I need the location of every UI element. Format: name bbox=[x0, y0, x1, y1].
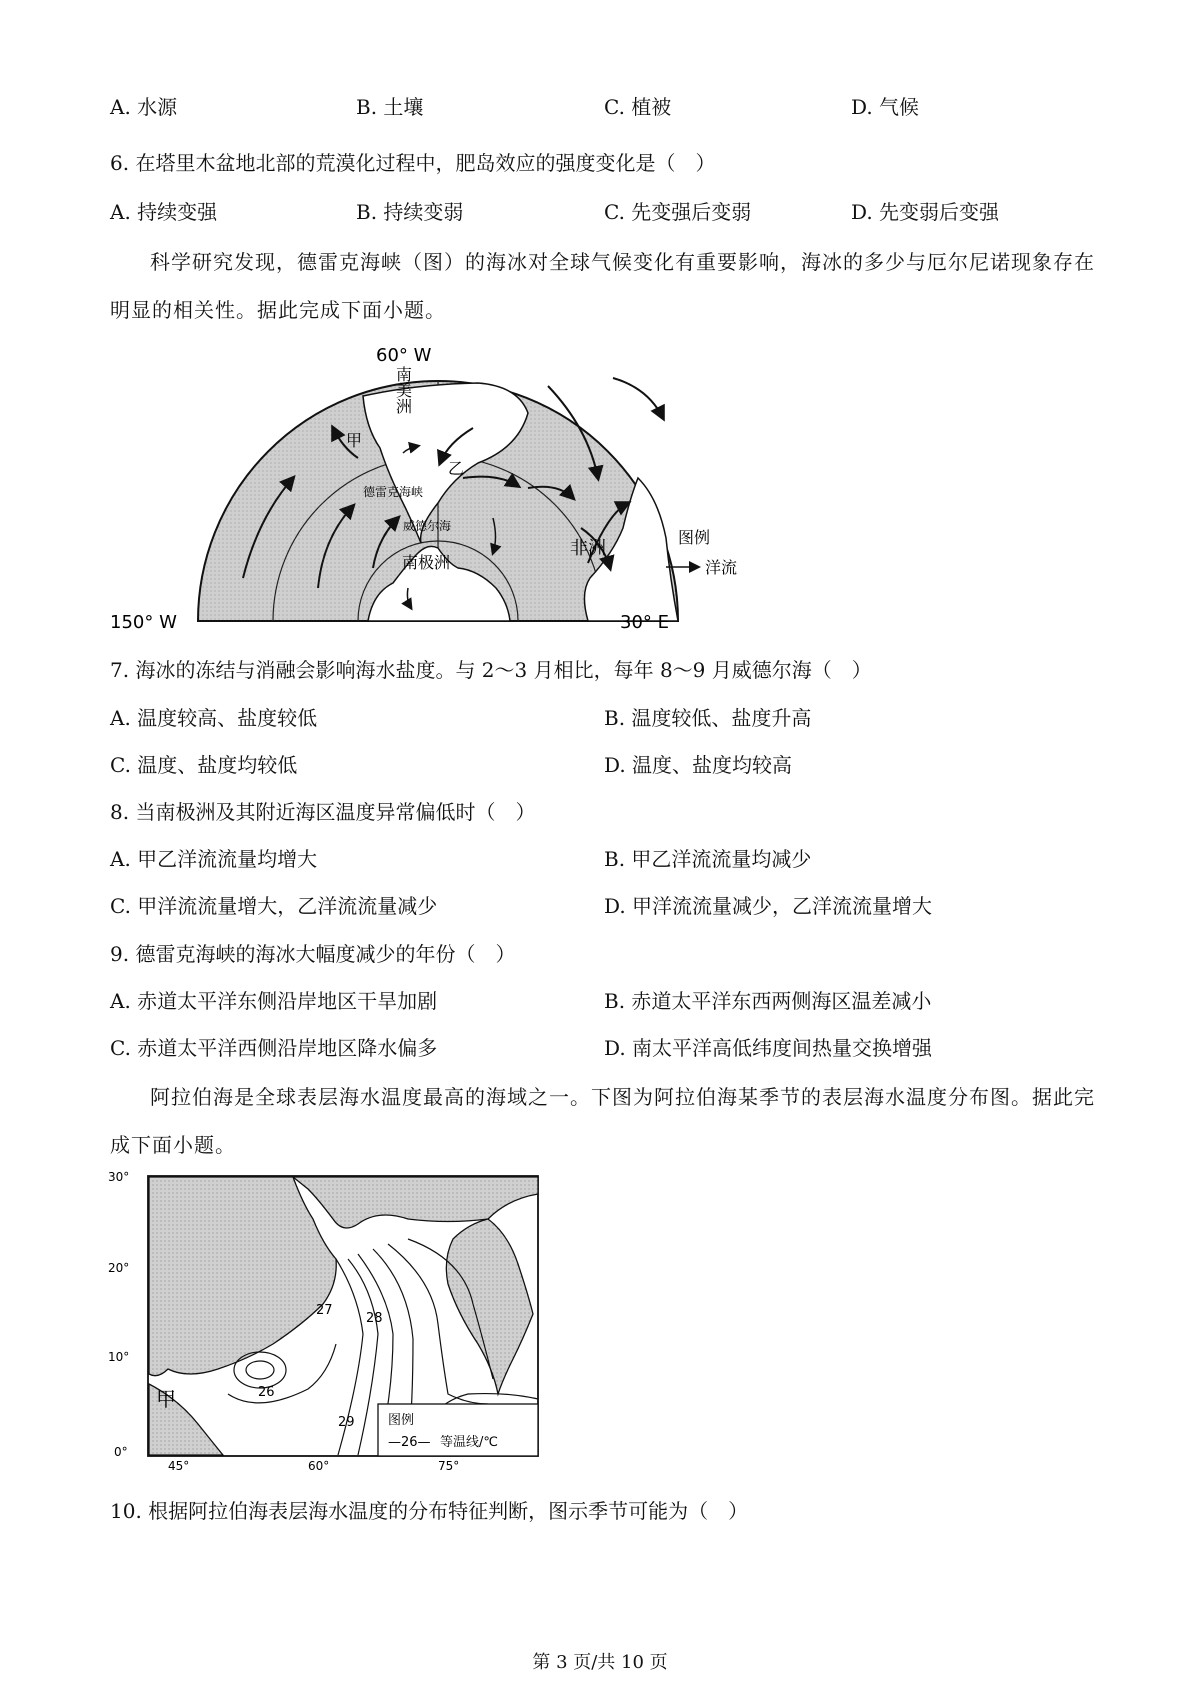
q6-option-d: D. 先变弱后变强 bbox=[851, 200, 1000, 224]
q8-option-b: B. 甲乙洋流流量均减少 bbox=[604, 847, 812, 871]
label-60w: 60° W bbox=[376, 345, 432, 366]
lat-30: 30° bbox=[108, 1170, 130, 1184]
lat-20: 20° bbox=[108, 1261, 130, 1275]
q6-option-a: A. 持续变强 bbox=[110, 200, 218, 224]
lon-60: 60° bbox=[308, 1459, 330, 1473]
q6-option-c: C. 先变强后变弱 bbox=[604, 200, 752, 224]
drake-passage-map bbox=[110, 338, 838, 633]
label-drake-passage: 德雷克海峡 bbox=[363, 485, 424, 499]
lon-75: 75° bbox=[438, 1459, 460, 1473]
lon-45: 45° bbox=[168, 1459, 190, 1473]
intro-paragraph-1: 科学研究发现，德雷克海峡（图）的海冰对全球气候变化有重要影响，海冰的多少与厄尔尼诺现象存在明显的相关性。据此完成下面小题。 bbox=[110, 250, 1095, 322]
q6-option-b: B. 持续变弱 bbox=[356, 200, 464, 224]
arabian-sea-map bbox=[108, 1164, 548, 1474]
q9-stem: 9. 德雷克海峡的海冰大幅度减少的年份（ ） bbox=[110, 942, 516, 966]
lat-10: 10° bbox=[108, 1350, 130, 1364]
q7-option-a: A. 温度较高、盐度较低 bbox=[110, 706, 318, 730]
q9-option-b: B. 赤道太平洋东西两侧海区温差减小 bbox=[604, 989, 932, 1013]
iso-label-26: 26 bbox=[258, 1385, 275, 1400]
q10-stem: 10. 根据阿拉伯海表层海水温度的分布特征判断，图示季节可能为（ ） bbox=[110, 1499, 749, 1523]
legend-text-2: 等温线/℃ bbox=[440, 1435, 498, 1450]
label-south-america-vertical: 南美洲 bbox=[393, 366, 413, 414]
label-africa: 非洲 bbox=[570, 538, 606, 559]
q5-option-d: D. 气候 bbox=[851, 95, 920, 119]
legend-title: 图例 bbox=[678, 528, 711, 547]
legend-sample-2: —26— bbox=[388, 1435, 431, 1450]
q5-option-a: A. 水源 bbox=[110, 95, 178, 119]
lat-0: 0° bbox=[114, 1445, 128, 1459]
legend-title-2: 图例 bbox=[388, 1413, 415, 1428]
q8-stem: 8. 当南极洲及其附近海区温度异常偏低时（ ） bbox=[110, 800, 536, 824]
label-150w: 150° W bbox=[110, 612, 177, 633]
q8-option-d: D. 甲洋流流量减少，乙洋流流量增大 bbox=[604, 894, 933, 918]
q5-option-c: C. 植被 bbox=[604, 95, 672, 119]
label-weddell-sea: 威德尔海 bbox=[403, 519, 452, 533]
q7-option-d: D. 温度、盐度均较高 bbox=[604, 753, 793, 777]
q7-option-c: C. 温度、盐度均较低 bbox=[110, 753, 298, 777]
q9-option-a: A. 赤道太平洋东侧沿岸地区干旱加剧 bbox=[110, 989, 438, 1013]
q8-option-c: C. 甲洋流流量增大，乙洋流流量减少 bbox=[110, 894, 438, 918]
q8-option-a: A. 甲乙洋流流量均增大 bbox=[110, 847, 318, 871]
label-jia: 甲 bbox=[346, 431, 363, 450]
q6-stem: 6. 在塔里木盆地北部的荒漠化过程中，肥岛效应的强度变化是（ ） bbox=[110, 151, 716, 175]
label-yi: 乙 bbox=[448, 459, 465, 478]
page-footer: 第 3 页/共 10 页 bbox=[532, 1652, 668, 1673]
iso-label-28: 28 bbox=[366, 1311, 383, 1326]
legend-current-label: 洋流 bbox=[705, 558, 738, 577]
iso-label-29: 29 bbox=[338, 1415, 355, 1430]
q7-stem: 7. 海冰的冻结与消融会影响海水盐度。与 2～3 月相比，每年 8～9 月威德尔海（ ） bbox=[110, 658, 872, 682]
intro-paragraph-2: 阿拉伯海是全球表层海水温度最高的海域之一。下图为阿拉伯海某季节的表层海水温度分布图。据此完成下面小题。 bbox=[110, 1085, 1095, 1157]
label-jia-2: 甲 bbox=[156, 1387, 176, 1411]
iso-label-27: 27 bbox=[316, 1303, 333, 1318]
q5-option-b: B. 土壤 bbox=[356, 95, 424, 119]
label-antarctica: 南极洲 bbox=[402, 553, 451, 572]
label-30e: 30° E bbox=[620, 612, 669, 633]
q9-option-d: D. 南太平洋高低纬度间热量交换增强 bbox=[604, 1036, 933, 1060]
q9-option-c: C. 赤道太平洋西侧沿岸地区降水偏多 bbox=[110, 1036, 438, 1060]
q7-option-b: B. 温度较低、盐度升高 bbox=[604, 706, 812, 730]
